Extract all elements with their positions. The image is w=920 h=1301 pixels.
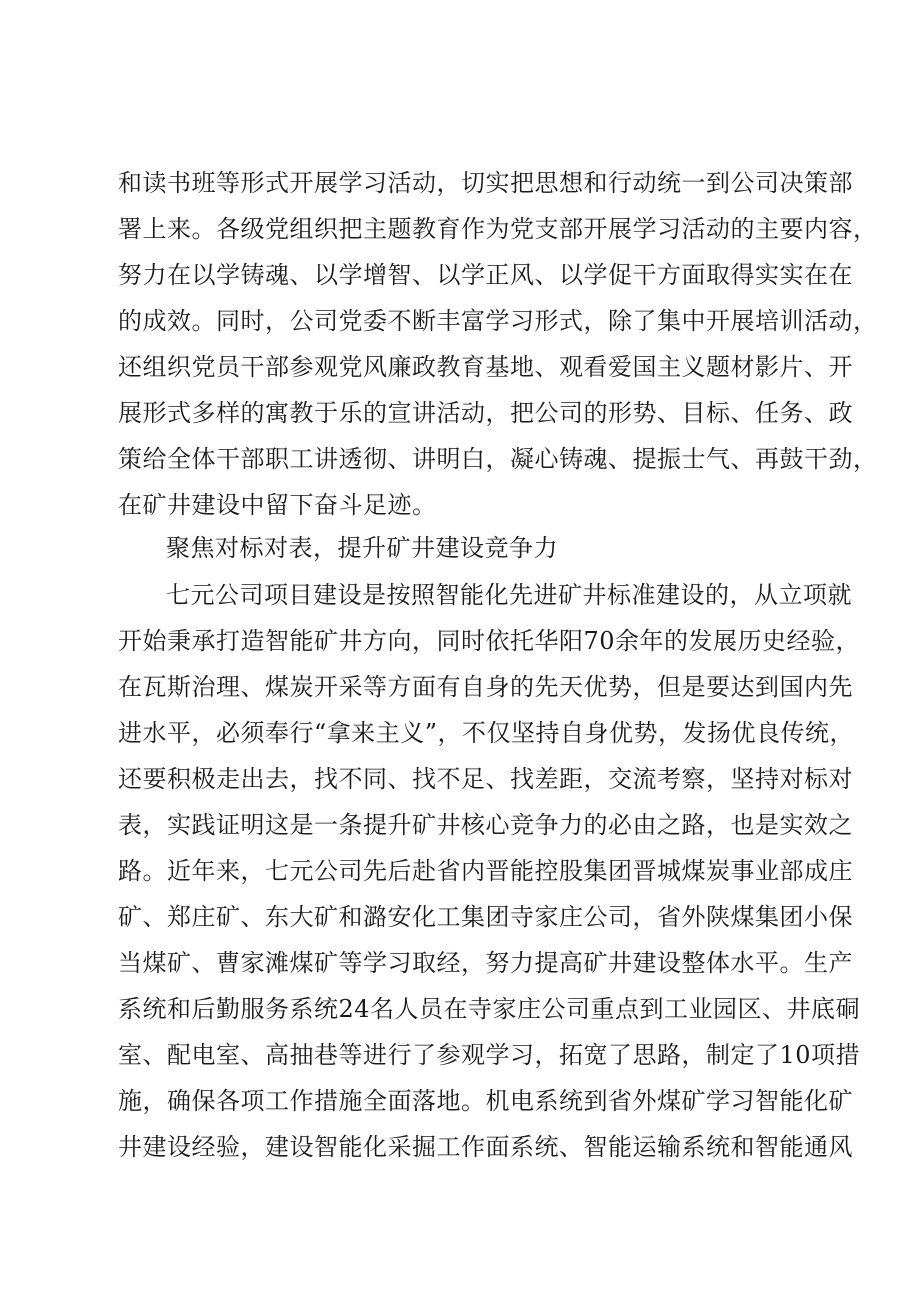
- paragraph-2-line-12: 施，确保各项工作措施全面落地。机电系统到省外煤矿学习智能化矿: [118, 1087, 853, 1115]
- paragraph-2-line-3: 在瓦斯治理、煤炭开采等方面有自身的先天优势，但是要达到国内先: [118, 673, 853, 701]
- paragraph-1-line-8: 在矿井建设中留下奋斗足迹。: [118, 491, 437, 519]
- paragraph-2-line-7: 路。近年来，七元公司先后赴省内晋能控股集团晋城煤炭事业部成庄: [118, 857, 853, 885]
- section-heading: 聚焦对标对表，提升矿井建设竞争力: [166, 534, 558, 562]
- paragraph-1-line-6: 展形式多样的寓教于乐的宣讲活动，把公司的形势、目标、任务、政: [118, 399, 853, 427]
- paragraph-2-line-4: 进水平，必须奉行“拿来主义”，不仅坚持自身优势，发扬优良传统，: [118, 719, 855, 747]
- paragraph-2-line-11: 室、配电室、高抽巷等进行了参观学习，拓宽了思路，制定了10项措: [118, 1041, 861, 1069]
- paragraph-2-line-9: 当煤矿、曹家滩煤矿等学习取经，努力提高矿井建设整体水平。生产: [118, 949, 853, 977]
- paragraph-1-line-7: 策给全体干部职工讲透彻、讲明白，凝心铸魂、提振士气、再鼓干劲，: [118, 445, 878, 473]
- paragraph-2-line-5: 还要积极走出去，找不同、找不足、找差距，交流考察，坚持对标对: [118, 765, 853, 793]
- paragraph-2-line-10: 系统和后勤服务系统24名人员在寺家庄公司重点到工业园区、井底硐: [118, 995, 861, 1023]
- paragraph-2-line-1: 七元公司项目建设是按照智能化先进矿井标准建设的，从立项就: [166, 581, 852, 609]
- paragraph-1-line-2: 署上来。各级党组织把主题教育作为党支部开展学习活动的主要内容，: [118, 215, 878, 243]
- paragraph-2-line-2: 开始秉承打造智能矿井方向，同时依托华阳70余年的发展历史经验，: [118, 627, 861, 655]
- paragraph-2-line-13: 井建设经验，建设智能化采掘工作面系统、智能运输系统和智能通风: [118, 1133, 853, 1161]
- paragraph-1-line-3: 努力在以学铸魂、以学增智、以学正风、以学促干方面取得实实在在: [118, 261, 853, 289]
- paragraph-1-line-5: 还组织党员干部参观党风廉政教育基地、观看爱国主义题材影片、开: [118, 353, 853, 381]
- paragraph-1-line-1: 和读书班等形式开展学习活动，切实把思想和行动统一到公司决策部: [118, 169, 853, 197]
- paragraph-1-line-4: 的成效。同时，公司党委不断丰富学习形式，除了集中开展培训活动，: [118, 307, 878, 335]
- paragraph-2-line-8: 矿、郑庄矿、东大矿和潞安化工集团寺家庄公司，省外陕煤集团小保: [118, 903, 853, 931]
- paragraph-2-line-6: 表，实践证明这是一条提升矿井核心竞争力的必由之路，也是实效之: [118, 811, 853, 839]
